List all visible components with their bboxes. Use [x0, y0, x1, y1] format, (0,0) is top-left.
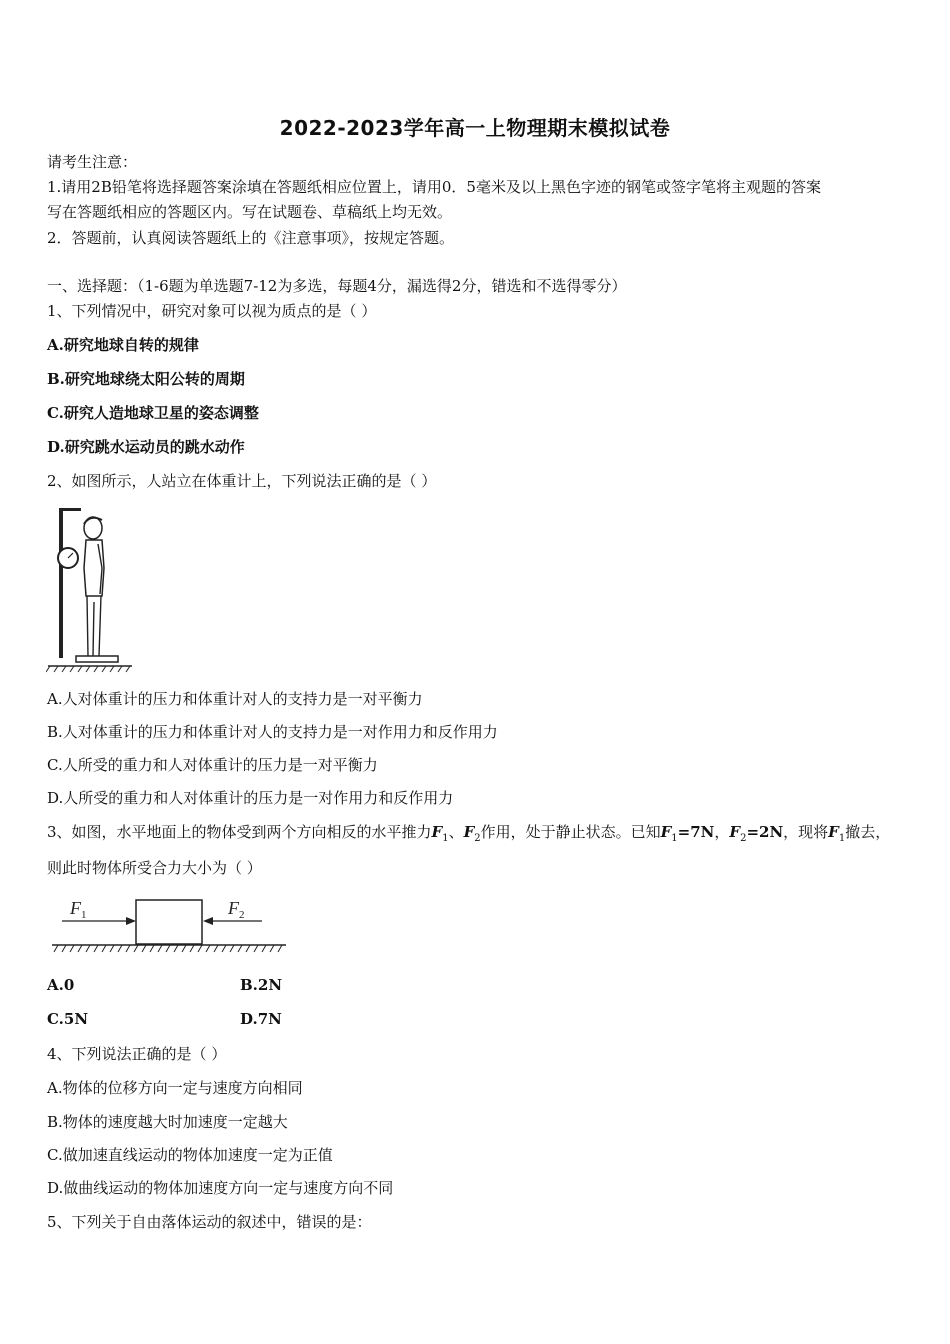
section-heading: 一、选择题：（1-6题为单选题7-12为多选，每题4分，漏选得2分，错选和不选得零分） [47, 277, 627, 295]
q3-stem-part2: 作用，处于静止状态。已知 [480, 823, 661, 841]
forces-on-block-figure [50, 894, 290, 956]
block [136, 900, 202, 944]
notice-item-1-line-1: 1.请用2B铅笔将选择题答案涂填在答题纸相应位置上，请用0．5毫米及以上黑色字迹的钢笔或签字笔将主观题的答案 [47, 178, 821, 196]
q1-option-b: B.研究地球绕太阳公转的周期 [47, 370, 245, 388]
q3-f1-sub: 1 [442, 833, 449, 844]
q3-option-b: B.2N [240, 976, 283, 994]
q3-remove-sub: 1 [838, 833, 846, 844]
q3-options-row-2 [47, 1010, 433, 1028]
q1-option-d: D.研究跳水运动员的跳水动作 [47, 438, 245, 456]
q3-known2: F [729, 823, 741, 841]
notice-heading: 请考生注意： [47, 153, 138, 171]
q3-known2-sub: 2 [740, 833, 747, 844]
q3-known1-val: =7N [677, 823, 715, 841]
q4-option-b: B.物体的速度越大时加速度一定越大 [47, 1113, 288, 1131]
q3-stem-part3: ，现将 [783, 823, 829, 841]
q3-options-row-1 [47, 976, 433, 994]
q3-comma: ， [714, 823, 730, 841]
q2-option-b: B.人对体重计的压力和体重计对人的支持力是一对作用力和反作用力 [47, 723, 498, 741]
q2-option-a: A.人对体重计的压力和体重计对人的支持力是一对平衡力 [47, 690, 423, 708]
q1-stem: 1、下列情况中，研究对象可以视为质点的是（ ） [47, 302, 377, 320]
q5-stem: 5、下列关于自由落体运动的叙述中，错误的是： [47, 1213, 372, 1231]
f1-label: $F_1$ [70, 898, 87, 921]
notice-item-2: 2．答题前，认真阅读答题纸上的《注意事项》，按规定答题。 [47, 229, 455, 247]
q3-known1: F [660, 823, 672, 841]
q2-stem: 2、如图所示，人站立在体重计上，下列说法正确的是（ ） [47, 472, 437, 490]
q3-stem-part4: 撤去， [845, 823, 891, 841]
q3-stem-line-2: 则此时物体所受合力大小为（ ） [47, 859, 262, 877]
q3-f2: F [463, 823, 475, 841]
q4-stem: 4、下列说法正确的是（ ） [47, 1045, 227, 1063]
f2-label: $F_2$ [228, 898, 245, 921]
q3-sep: 、 [448, 823, 464, 841]
q4-option-c: C.做加速直线运动的物体加速度一定为正值 [47, 1146, 333, 1164]
q3-known2-val: =2N [746, 823, 784, 841]
q3-f2-sub: 2 [474, 833, 481, 844]
person-legs [87, 596, 101, 656]
person-on-scale-figure [46, 506, 134, 676]
q4-option-a: A.物体的位移方向一定与速度方向相同 [47, 1079, 303, 1097]
q4-option-d: D.做曲线运动的物体加速度方向一定与速度方向不同 [47, 1179, 394, 1197]
q3-f1: F [431, 823, 443, 841]
q3-stem-line-1 [47, 822, 890, 849]
q3-option-a: A.0 [47, 976, 75, 994]
q3-option-d: D.7N [240, 1010, 282, 1028]
notice-item-1-line-2: 写在答题纸相应的答题区内。写在试题卷、草稿纸上均无效。 [47, 203, 453, 221]
q3-known1-sub: 1 [671, 833, 678, 844]
height-rod [59, 508, 63, 658]
q2-option-d: D.人所受的重力和人对体重计的压力是一对作用力和反作用力 [47, 789, 454, 807]
page-title: 2022-2023学年高一上物理期末模拟试卷 [279, 116, 671, 140]
q3-stem-part1: 3、如图，水平地面上的物体受到两个方向相反的水平推力 [47, 823, 432, 841]
q1-option-c: C.研究人造地球卫星的姿态调整 [47, 404, 259, 422]
q2-option-c: C.人所受的重力和人对体重计的压力是一对平衡力 [47, 756, 378, 774]
height-rod-top [59, 508, 81, 511]
q3-option-c: C.5N [47, 1010, 89, 1028]
scale-platform [76, 656, 118, 662]
q1-option-a: A.研究地球自转的规律 [47, 336, 199, 354]
q3-remove: F [828, 823, 839, 841]
